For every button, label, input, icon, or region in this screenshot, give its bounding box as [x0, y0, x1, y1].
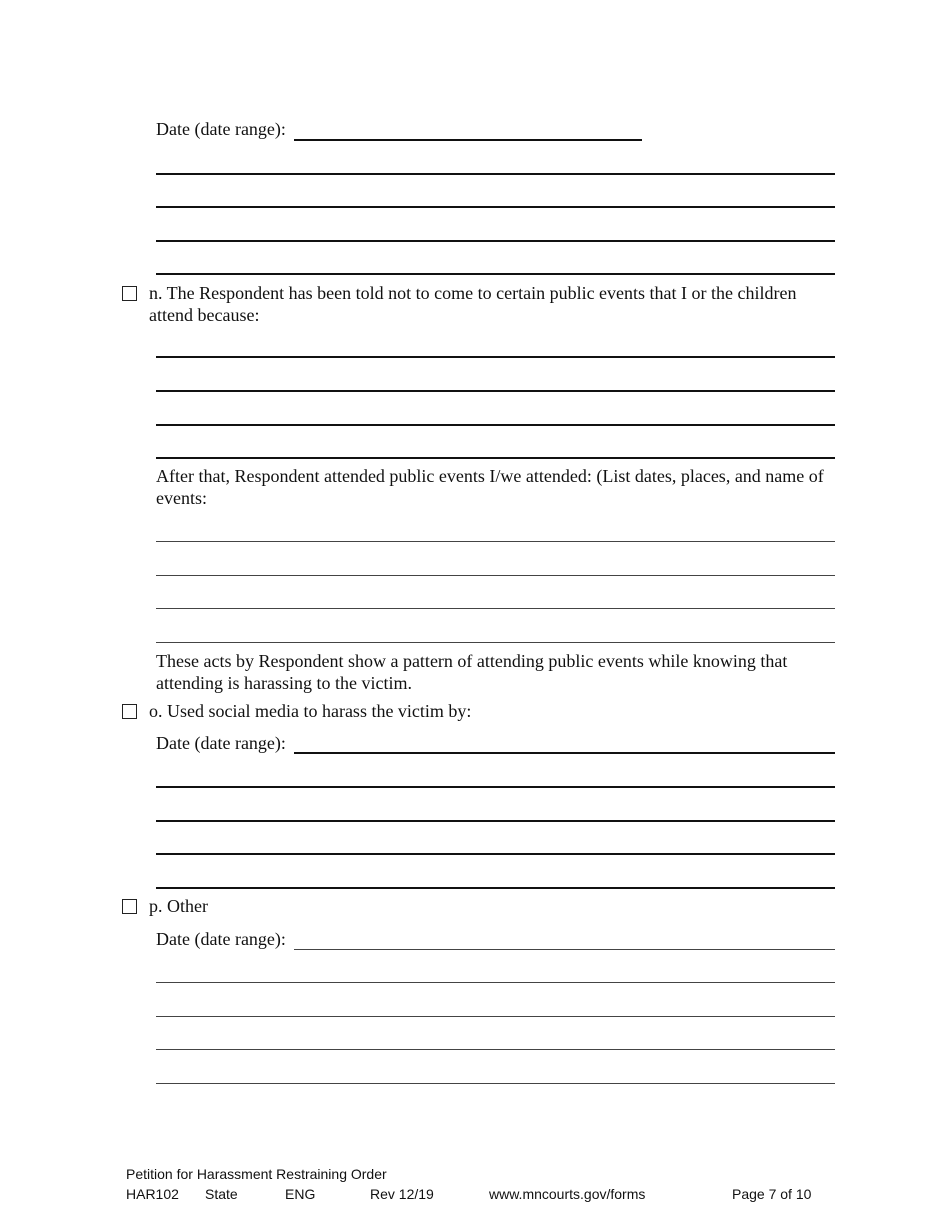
answer-line[interactable] [156, 541, 835, 542]
date-range-label: Date (date range): [156, 929, 286, 949]
answer-line[interactable] [156, 356, 835, 358]
date-range-label: Date (date range): [156, 733, 286, 753]
item-n-checkbox[interactable] [122, 286, 137, 301]
answer-line[interactable] [156, 457, 835, 459]
date-range-field[interactable] [294, 752, 835, 754]
item-p-text: p. Other [149, 896, 208, 916]
answer-line[interactable] [156, 390, 835, 392]
answer-line[interactable] [156, 424, 835, 426]
answer-line[interactable] [156, 575, 835, 576]
answer-line[interactable] [156, 173, 835, 175]
footer-jurisdiction: State [205, 1186, 238, 1202]
footer-page-number: Page 7 of 10 [732, 1186, 812, 1202]
answer-line[interactable] [156, 820, 835, 822]
footer-revision: Rev 12/19 [370, 1186, 434, 1202]
footer-form-code: HAR102 [126, 1186, 179, 1202]
date-range-field[interactable] [294, 139, 642, 141]
footer-title: Petition for Harassment Restraining Order [126, 1166, 387, 1182]
answer-line[interactable] [156, 642, 835, 643]
answer-line[interactable] [156, 887, 835, 889]
answer-line[interactable] [156, 240, 835, 242]
answer-line[interactable] [156, 608, 835, 609]
answer-line[interactable] [156, 1083, 835, 1084]
answer-line[interactable] [156, 786, 835, 788]
pattern-text: These acts by Respondent show a pattern of attending public events while knowing that attending is harassing to the victim. [156, 651, 788, 693]
item-n-text: n. The Respondent has been told not to come to certain public events that I or the children attend because: [149, 283, 797, 325]
answer-line[interactable] [156, 853, 835, 855]
date-range-field[interactable] [294, 949, 835, 950]
answer-line[interactable] [156, 206, 835, 208]
answer-line[interactable] [156, 1016, 835, 1017]
answer-line[interactable] [156, 982, 835, 983]
footer-website: www.mncourts.gov/forms [489, 1186, 646, 1202]
after-that-text: After that, Respondent attended public events I/we attended: (List dates, places, and name of events: [156, 466, 824, 508]
footer-language: ENG [285, 1186, 316, 1202]
item-p-checkbox[interactable] [122, 899, 137, 914]
date-range-label: Date (date range): [156, 119, 286, 139]
item-o-checkbox[interactable] [122, 704, 137, 719]
item-o-text: o. Used social media to harass the victim by: [149, 701, 472, 721]
answer-line[interactable] [156, 273, 835, 275]
answer-line[interactable] [156, 1049, 835, 1050]
